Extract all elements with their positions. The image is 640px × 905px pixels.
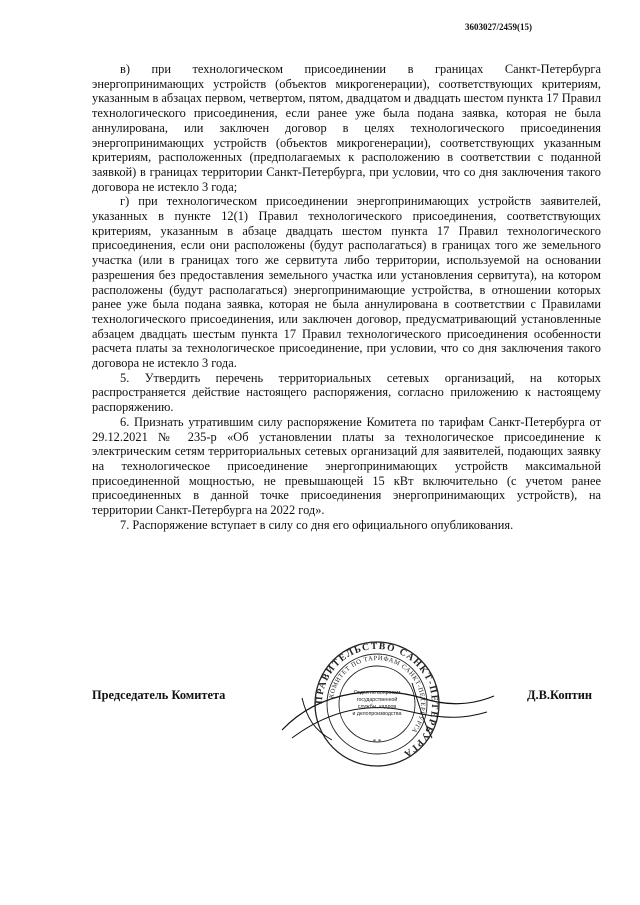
seal-inner-line-2: государственной xyxy=(356,697,398,703)
paragraph-v: в) при технологическом присоединении в границах Санкт-Петербурга энергопринимающих устройств (объектов микрогенерации), соответствующих критериям, указанным в абзацах первом, четвертом, пятом, двадцатом и двадцать шестом пункта 17 Правил технологического присоединения, если ранее уже была подана заявка, которая не была аннулирована, или заключен договор в целях технологического присоединения энергопринимающих устройств (объектов микрогенерации), соответствующих указанным критериям, расположенных (предполагаемых к расположению в соответствии с поданной заявкой) в границах территории Санкт-Петербурга, при условии, что со дня заключения такого договора не истекло 3 года; xyxy=(92,62,601,194)
seal-inner-line-3: службы, кадров xyxy=(357,704,397,710)
seal-inner-line-1: Отдел по вопросам xyxy=(353,690,401,696)
seal-outer-text: ПРАВИТЕЛЬСТВО САНКТ-ПЕТЕРБУРГА xyxy=(314,641,440,759)
seal-inner-line-4: и делопроизводства xyxy=(352,711,402,717)
paragraph-7: 7. Распоряжение вступает в силу со дня его официального опубликования. xyxy=(120,517,514,532)
paragraph-5: 5. Утвердить перечень территориальных сетевых организаций, на которых распространяется действие настоящего распоряжения, согласно приложению к настоящему распоряжению. xyxy=(92,370,601,415)
signatory-position: Председатель Комитета xyxy=(92,688,226,702)
seal-star-icon: * * xyxy=(372,738,382,746)
document-number: 3603027/2459(15) xyxy=(465,22,532,32)
signatory-name: Д.В.Коптин xyxy=(527,688,593,702)
document-body xyxy=(92,62,601,533)
seal-ring-text: КОМИТЕТ ПО ТАРИФАМ САНКТ-ПЕТЕРБУРГА xyxy=(328,654,427,735)
paragraph-6: 6. Признать утратившим силу распоряжение Комитета по тарифам Санкт-Петербурга от 29.12.2021 № 235-р «Об установлении платы за технологическое присоединение к электрическим сетям территориальных сетевых организаций для заявителей, подающих заявку на технологическое присоединение энергопринимающих устройств максимальной присоединенной мощностью, не превышающей 15 кВт включительно (с учетом ранее присоединенных в данной точке присоединения энергопринимающих устройств), на территории Санкт-Петербурга на 2022 год». xyxy=(92,414,601,518)
paragraph-g: г) при технологическом присоединении энергопринимающих устройств заявителей, указанных в пункте 12(1) Правил технологического присоединения, соответствующих критериям, указанным в абзаце двадцать шестом пункта 17 Правил технологического присоединения, если они расположены (будут располагаться) в границах того же земельного участка (или в границах того же сервитута либо территории, используемой на основании разрешения без предоставления земельного участка или установления сервитута), на котором расположены (будут располагаться) энергопринимающие устройства, в отношении которых ранее уже была подана заявка, которая не была аннулирована в соответствии с Правилами технологического присоединения, или заключен договор, предусматривающий установленные абзацем двадцать шестым пункта 17 Правил технологического присоединения особенности расчета платы за технологическое присоединение, при условии, что со дня заключения такого договора не истекло 3 года. xyxy=(92,194,601,371)
handwritten-signature xyxy=(262,668,502,768)
